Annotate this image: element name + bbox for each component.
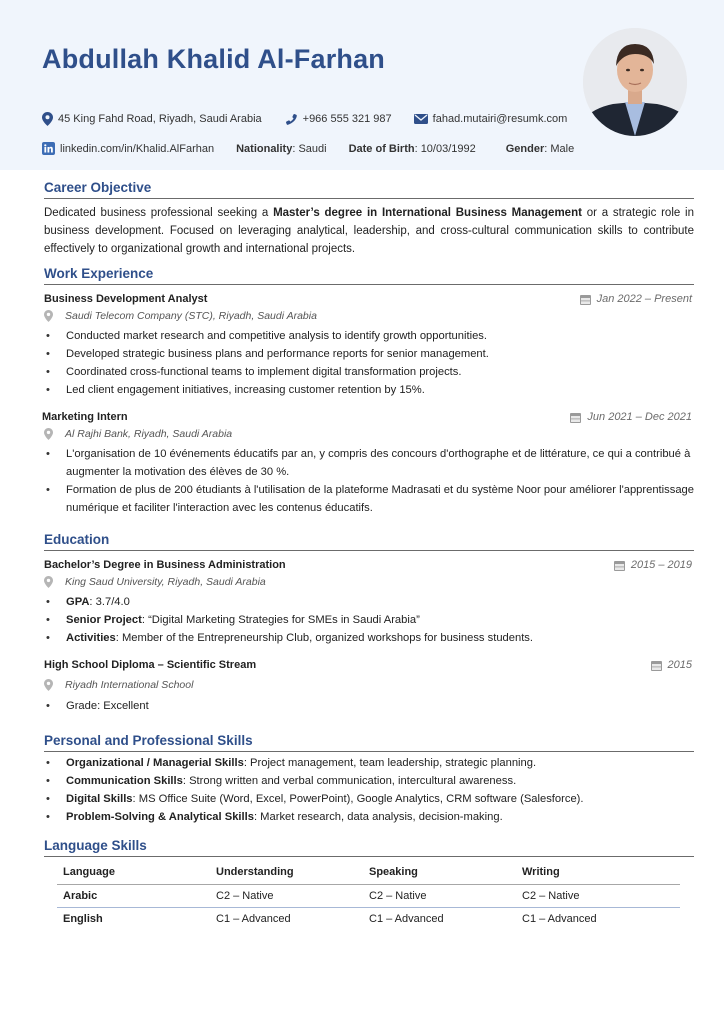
- work-experience-section: [44, 266, 694, 517]
- calendar-icon: [570, 412, 581, 423]
- job-bullet: • Led client engagement initiatives, increasing customer retention by 15%.: [44, 381, 694, 399]
- map-pin-icon: [42, 112, 53, 126]
- language-level: C1 – Advanced: [369, 912, 444, 925]
- bullet-label: Senior Project: [66, 614, 142, 626]
- nationality-item: [236, 143, 326, 155]
- job-date-text: Jun 2021 – Dec 2021: [587, 411, 692, 423]
- table-row: [57, 907, 680, 930]
- gender-label: Gender: [505, 142, 545, 155]
- calendar-icon: [614, 560, 625, 571]
- location-pin-icon: [44, 679, 53, 691]
- location-pin-icon: [44, 428, 53, 440]
- contact-row-secondary: [42, 142, 596, 155]
- skill-label: Digital Skills: [66, 793, 133, 805]
- skill-text: : Project management, team leadership, strategic planning.: [243, 757, 537, 769]
- dob-value: : 10/03/1992: [414, 142, 476, 155]
- language-level: C1 – Advanced: [522, 912, 597, 925]
- table-row: [57, 884, 680, 907]
- job-bullet: • Conducted market research and competitive analysis to identify growth opportunities.: [44, 327, 694, 345]
- language-table-header: [57, 861, 680, 884]
- column-header: Language: [57, 861, 210, 884]
- objective-text-start: Dedicated business professional seeking a: [44, 207, 274, 219]
- degree-title: High School Diploma – Scientific Stream: [44, 659, 257, 671]
- job-title: Business Development Analyst: [44, 293, 208, 305]
- bullet-label: Activities: [66, 632, 116, 644]
- education-location-text: Riyadh International School: [65, 679, 194, 691]
- dob-item: [349, 143, 476, 155]
- skill-text: : Market research, data analysis, decision-making.: [253, 811, 503, 823]
- nationality-value: : Saudi: [292, 142, 327, 155]
- language-skills-section: [44, 838, 694, 930]
- email-item[interactable]: [414, 113, 568, 125]
- nationality-label: Nationality: [236, 142, 293, 155]
- education-bullets: [44, 593, 694, 647]
- education-entry: [44, 557, 694, 647]
- section-title: Education: [44, 532, 694, 551]
- job-bullet: • Developed strategic business plans and performance reports for senior management.: [44, 345, 694, 363]
- section-title: Career Objective: [44, 180, 694, 199]
- resume-header: [0, 0, 724, 170]
- job-date-text: Jan 2022 – Present: [596, 293, 692, 305]
- education-date: [651, 659, 692, 671]
- education-date-text: 2015 – 2019: [630, 559, 692, 571]
- education-location: [44, 676, 694, 694]
- portrait-image: [583, 28, 687, 136]
- education-bullet: [44, 629, 694, 647]
- bullet-text: : “Digital Marketing Strategies for SMEs in Saudi Arabia”: [141, 614, 420, 626]
- language-level: C2 – Native: [210, 884, 363, 907]
- language-name: English: [63, 912, 103, 925]
- job-location-text: Saudi Telecom Company (STC), Riyadh, Saudi Arabia: [65, 310, 317, 322]
- section-title: Personal and Professional Skills: [44, 733, 694, 752]
- skill-item: [44, 808, 694, 826]
- education-bullet: [44, 697, 694, 715]
- job-location-text: Al Rajhi Bank, Riyadh, Saudi Arabia: [65, 428, 233, 440]
- job-location: [44, 307, 694, 325]
- skill-label: Communication Skills: [66, 775, 183, 787]
- skill-item: [44, 772, 694, 790]
- job-bullets: [44, 445, 694, 517]
- work-entry: [44, 409, 694, 517]
- job-bullets: [44, 327, 694, 399]
- column-header: Writing: [516, 861, 680, 884]
- column-header: Understanding: [210, 861, 363, 884]
- candidate-name: Abdullah Khalid Al-Farhan: [42, 44, 386, 74]
- language-level: C1 – Advanced: [216, 912, 291, 925]
- dob-label: Date of Birth: [348, 142, 415, 155]
- address-text: 45 King Fahd Road, Riyadh, Saudi Arabia: [58, 113, 262, 125]
- language-name: Arabic: [57, 884, 210, 907]
- calendar-icon: [580, 294, 591, 305]
- bullet-label: GPA: [66, 596, 90, 608]
- language-level: C2 – Native: [516, 884, 680, 907]
- language-level: C2 – Native: [363, 884, 516, 907]
- column-header: Speaking: [363, 861, 516, 884]
- profile-photo: [583, 28, 687, 136]
- phone-text[interactable]: +966 555 321 987: [302, 113, 392, 125]
- skill-text: : MS Office Suite (Word, Excel, PowerPoint), Google Analytics, CRM software (Salesforce).: [132, 793, 584, 805]
- job-bullet: • Formation de plus de 200 étudiants à l'utilisation de la plateforme Madrasati et du système Noor pour améliorer l'apprentissage numérique et faciliter l'interaction avec les contenus éducatifs.: [44, 481, 694, 517]
- education-date-text: 2015: [667, 659, 692, 671]
- education-section: [44, 532, 694, 715]
- address-item: [42, 112, 262, 126]
- education-entry: [44, 657, 694, 715]
- skill-label: Organizational / Managerial Skills: [66, 757, 244, 769]
- job-date: [580, 293, 692, 305]
- linkedin-text[interactable]: linkedin.com/in/Khalid.AlFarhan: [60, 142, 215, 155]
- linkedin-icon: [42, 142, 55, 155]
- bullet-text: Grade: Excellent: [66, 700, 149, 712]
- email-text[interactable]: fahad.mutairi@resumk.com: [432, 113, 568, 125]
- skill-item: [44, 754, 694, 772]
- job-bullet: • Coordinated cross-functional teams to implement digital transformation projects.: [44, 363, 694, 381]
- skill-label: Problem-Solving & Analytical Skills: [66, 811, 254, 823]
- work-entry: [44, 291, 694, 399]
- section-title: Work Experience: [44, 266, 694, 285]
- skills-list: [44, 754, 694, 826]
- education-date: [614, 559, 692, 571]
- envelope-icon: [414, 113, 428, 125]
- phone-item[interactable]: [284, 112, 392, 126]
- objective-text-bold: Master’s degree in International Business Management: [273, 207, 582, 219]
- job-title: Marketing Intern: [42, 411, 128, 423]
- bullet-text: : Member of the Entrepreneurship Club, organized workshops for business students.: [115, 632, 534, 644]
- phone-icon: [284, 112, 298, 126]
- skill-item: [44, 790, 694, 808]
- education-location-text: King Saud University, Riyadh, Saudi Arabia: [65, 576, 266, 588]
- gender-item: [506, 143, 574, 155]
- gender-value: : Male: [544, 142, 575, 155]
- linkedin-item[interactable]: [42, 142, 214, 155]
- objective-text-end: or a strategic role in business development. Focused on leveraging analytical, leadership, and cross-cultural communication skills to contribute effectively to organizational growth and international projects.: [44, 207, 694, 255]
- job-date: [570, 411, 692, 423]
- degree-title: Bachelor’s Degree in Business Administration: [44, 559, 286, 571]
- education-bullet: [44, 593, 694, 611]
- skill-text: : Strong written and verbal communication, intercultural awareness.: [182, 775, 517, 787]
- job-bullet: • L'organisation de 10 événements éducatifs par an, y compris des concours d'orthographe et de littérature, ce qui a contribué à augmenter la motivation des élèves de 30 %.: [44, 445, 694, 481]
- career-objective-text: [44, 204, 694, 258]
- job-location: [44, 425, 694, 443]
- education-bullets: [44, 697, 694, 715]
- education-bullet: [44, 611, 694, 629]
- language-table: [57, 861, 680, 930]
- career-objective-section: [44, 180, 694, 258]
- skills-section: [44, 733, 694, 826]
- contact-row-primary: [42, 112, 589, 126]
- education-location: [44, 573, 694, 591]
- section-title: Language Skills: [44, 838, 694, 857]
- bullet-text: : 3.7/4.0: [89, 596, 130, 608]
- location-pin-icon: [44, 310, 53, 322]
- calendar-icon: [651, 660, 662, 671]
- location-pin-icon: [44, 576, 53, 588]
